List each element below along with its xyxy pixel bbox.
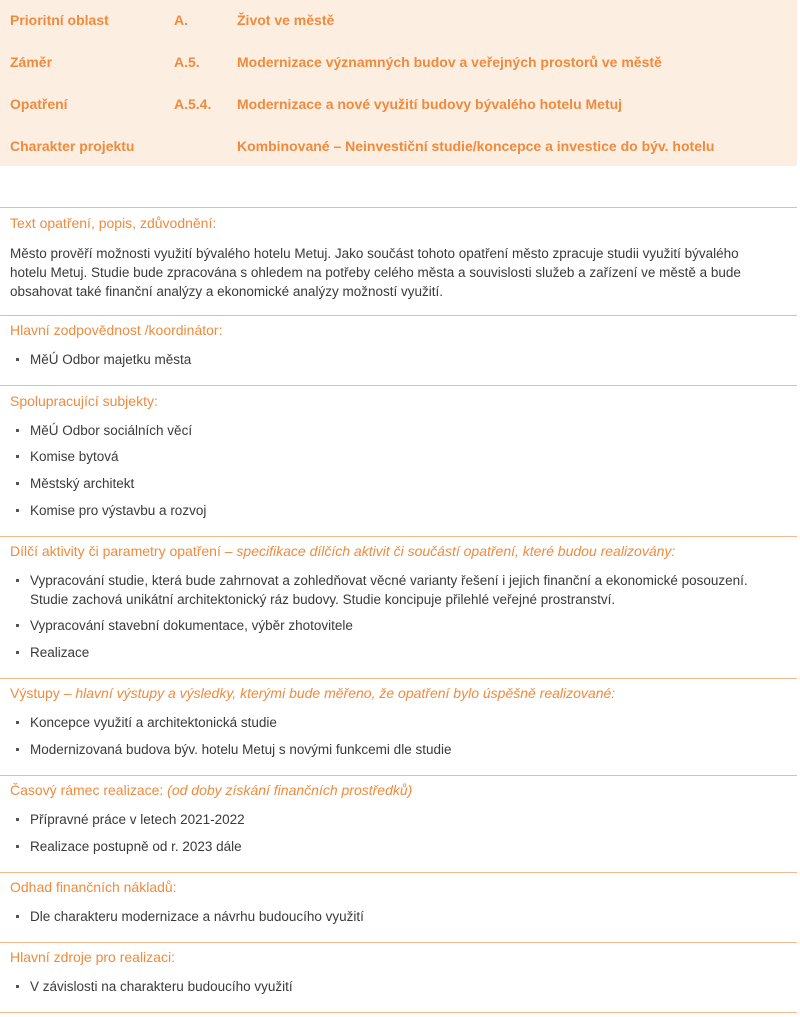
- bullet-icon: [16, 985, 19, 988]
- bullet-icon: [16, 509, 19, 512]
- description-line: Město prověří možnosti využití bývalého hotelu Metuj. Jako součást tohoto opatření město zpracuje studii využití bývalého: [10, 246, 739, 261]
- bullet-icon: [16, 358, 19, 361]
- header-row-priority: [0, 12, 797, 32]
- bullet-icon: [16, 429, 19, 432]
- header-value: Život ve městě: [237, 12, 335, 28]
- section-title-timeframe: Časový rámec realizace: (od doby získání finančních prostředků): [10, 782, 413, 798]
- header-row-character: [0, 138, 797, 158]
- bullet-icon: [16, 845, 19, 848]
- section-title-responsibility: Hlavní zodpovědnost /koordinátor:: [10, 322, 223, 338]
- section-divider: [0, 207, 797, 208]
- bullet-icon: [16, 915, 19, 918]
- section-title-text: Text opatření, popis, zdůvodnění:: [10, 215, 217, 231]
- section-divider: [0, 942, 797, 943]
- section-divider: [0, 872, 797, 873]
- header-code: A.5.: [174, 54, 200, 70]
- header-label: Prioritní oblast: [10, 12, 109, 28]
- header-label: Opatření: [10, 96, 68, 112]
- project-header-table: [0, 0, 797, 166]
- header-value: Modernizace a nové využití budovy bývalého hotelu Metuj: [237, 96, 623, 112]
- header-row-intent: [0, 54, 797, 74]
- section-title-partners: Spolupracující subjekty:: [10, 393, 158, 409]
- bullet-icon: [16, 818, 19, 821]
- section-title-activities: Dílčí aktivity či parametry opatření – specifikace dílčích aktivit či součástí opatření, které budou realizovány:: [10, 543, 676, 559]
- header-label: Charakter projektu: [10, 138, 135, 154]
- section-title-costs: Odhad finančních nákladů:: [10, 879, 177, 895]
- header-code: A.5.4.: [174, 96, 212, 112]
- section-title-outputs: Výstupy – hlavní výstupy a výsledky, kterými bude měřeno, že opatření bylo úspěšně realizované:: [10, 685, 616, 701]
- section-divider: [0, 678, 797, 679]
- bullet-icon: [16, 651, 19, 654]
- header-code: A.: [174, 12, 188, 28]
- bullet-icon: [16, 455, 19, 458]
- bullet-icon: [16, 482, 19, 485]
- section-divider: [0, 315, 797, 316]
- section-divider: [0, 1012, 797, 1013]
- section-divider: [0, 775, 797, 776]
- header-label: Záměr: [10, 54, 53, 70]
- header-value: Modernizace významných budov a veřejných prostorů ve městě: [237, 54, 662, 70]
- bullet-icon: [16, 748, 19, 751]
- bullet-icon: [16, 721, 19, 724]
- bullet-icon: [16, 624, 19, 627]
- bullet-icon: [16, 579, 19, 582]
- section-divider: [0, 536, 797, 537]
- header-value: Kombinované – Neinvestiční studie/koncepce a investice do býv. hotelu: [237, 138, 715, 154]
- section-title-sources: Hlavní zdroje pro realizaci:: [10, 949, 175, 965]
- description-line: hotelu Metuj. Studie bude zpracována s ohledem na potřeby celého města a souvislosti služeb a zařízení ve městě a bude: [10, 265, 741, 280]
- section-divider: [0, 385, 797, 386]
- description-line: obsahovat také finanční analýzy a ekonomické analýzy možností využití.: [10, 284, 443, 299]
- header-row-measure: [0, 96, 797, 116]
